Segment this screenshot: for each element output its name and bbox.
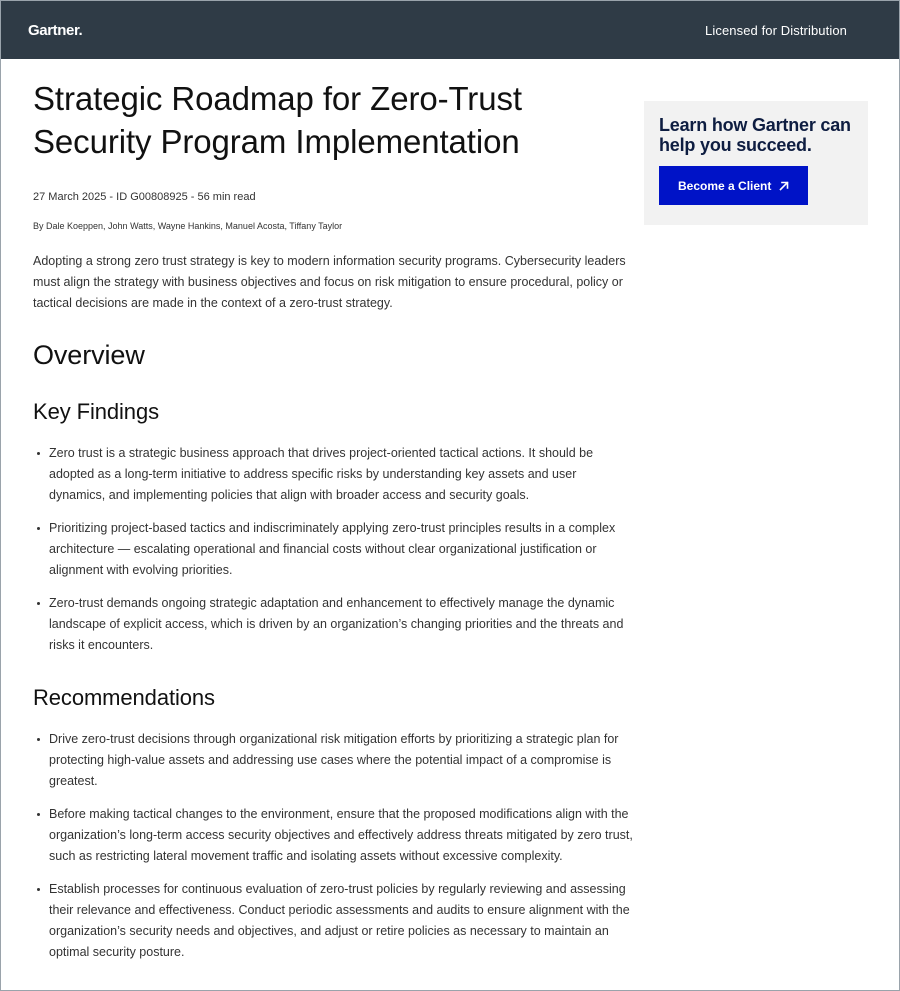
recommendation-item: Before making tactical changes to the environment, ensure that the proposed modifications align with the organization’s long-term access security objectives and effectively address threats mitigated by zero trust, such as restricting lateral movement traffic and isolating assets without excessive complexity. xyxy=(33,804,633,867)
recommendations-list xyxy=(33,729,633,963)
promo-heading xyxy=(659,115,853,155)
recommendations-heading: Recommendations xyxy=(33,685,215,710)
promo-heading-line1: Learn how Gartner can xyxy=(659,115,851,135)
page-content xyxy=(1,59,899,963)
arrow-up-right-icon xyxy=(779,181,789,191)
document-authors: By Dale Koeppen, John Watts, Wayne Hankins, Manuel Acosta, Tiffany Taylor xyxy=(33,221,343,231)
overview-heading: Overview xyxy=(33,340,145,370)
gartner-logo[interactable]: Gartner. xyxy=(28,21,83,39)
key-finding-item: Prioritizing project-based tactics and indiscriminately applying zero-trust principles results in a complex architecture — escalating operational and financial costs without clear organizational justification or alignment with evolving priorities. xyxy=(33,518,633,581)
become-client-button[interactable] xyxy=(659,166,808,205)
document-summary: Adopting a strong zero trust strategy is key to modern information security programs. Cybersecurity leaders must align the strategy with business objectives and focus on risk mitigation to ensure procedural, policy or tactical decisions are made in the context of a zero-trust strategy. xyxy=(33,254,626,310)
document-title xyxy=(33,77,633,163)
document-title-line2: Security Program Implementation xyxy=(33,123,520,160)
key-findings-heading: Key Findings xyxy=(33,399,159,424)
document-title-line1: Strategic Roadmap for Zero-Trust xyxy=(33,80,522,117)
key-findings-list xyxy=(33,443,633,656)
document-meta: 27 March 2025 - ID G00808925 - 56 min read xyxy=(33,191,256,203)
become-client-promo xyxy=(644,101,868,225)
key-finding-item: Zero-trust demands ongoing strategic adaptation and enhancement to effectively manage the dynamic landscape of explicit access, which is driven by an organization’s changing priorities and the threats and risks it encounters. xyxy=(33,593,633,656)
licensed-for-distribution-link[interactable]: Licensed for Distribution xyxy=(705,22,847,38)
article xyxy=(33,77,633,963)
recommendation-item: Establish processes for continuous evaluation of zero-trust policies by regularly reviewing and assessing their relevance and effectiveness. Conduct periodic assessments and audits to ensure alignment with the organization’s security needs and objectives, and adjust or retire policies as necessary to maintain an optimal security posture. xyxy=(33,879,633,963)
recommendation-item: Drive zero-trust decisions through organizational risk mitigation efforts by prioritizing a strategic plan for protecting high-value assets and addressing use cases where the potential impact of a compromise is greatest. xyxy=(33,729,633,792)
site-header xyxy=(1,1,899,59)
promo-heading-line2: help you succeed. xyxy=(659,135,812,155)
key-finding-item: Zero trust is a strategic business approach that drives project-oriented tactical actions. It should be adopted as a long-term initiative to address specific risks by understanding key assets and user dynamics, and implementing policies that align with broader access and security goals. xyxy=(33,443,633,506)
become-client-button-label: Become a Client xyxy=(678,178,772,193)
